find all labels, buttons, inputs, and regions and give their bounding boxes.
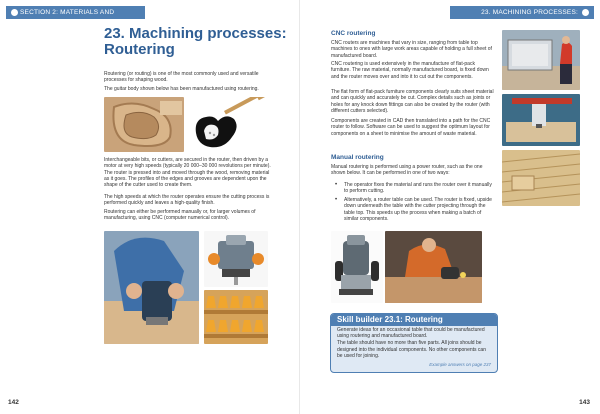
cnc-paragraph-1: CNC routers are machines that vary in size, ranging from table top machines to ones with large work areas capable of holding a full sheet of manufactured board. — [331, 40, 492, 59]
bullet-icon: • — [335, 182, 338, 188]
bullet-text-1: The operator fixes the material and runs the router over it manually to perform cutting. — [344, 182, 492, 195]
router-in-use-image — [104, 231, 199, 344]
cnc-machine-operator-image — [502, 30, 580, 90]
routered-wood-image — [104, 97, 184, 152]
router-machine-image — [204, 231, 268, 287]
bullet-dot-icon — [11, 9, 18, 16]
title-line-1: 23. Machining processes: — [104, 25, 287, 42]
cnc-cut-sheet-image — [502, 150, 580, 206]
speed-paragraph: The high speeds at which the router operates ensure the cutting process is performed quickly and leaves a high-quality finish. — [104, 194, 270, 207]
cnc-paragraph-4: Components are created in CAD then translated into a path for the CNC router to follow. Software can be used to suggest the optimum layout for components on a sheet to minimise the amount of waste material. — [331, 118, 491, 137]
example-answers-link[interactable]: Example answers on page 237 — [429, 362, 491, 368]
manual-paragraph: Manual routering is performed using a power router, such as the one shown below. It can be performed in one of two ways: — [331, 164, 483, 177]
skill-builder-title: Skill builder 23.1: Routering — [331, 314, 497, 326]
router-bits-image — [204, 290, 268, 344]
methods-paragraph: Routering can either be performed manually or, for larger volumes of manufacturing, using CNC (computer numerical control). — [104, 209, 256, 222]
page-number-right: 143 — [579, 399, 590, 406]
section-header: SECTION 2: MATERIALS AND MANUFACTURING — [20, 9, 115, 29]
cnc-router-bed-image — [502, 94, 580, 146]
cutter-paragraph: Interchangeable bits, or cutters, are secured in the router, then driven by a motor at very high speeds (typically 20 000–30 000 revolutions per minute). The router is pressed into and moved through the wood, removing material as it goes. The profiles of the edges and grooves are dependent upon the shape of the cutter used to create them. — [104, 157, 271, 189]
skill-builder-box — [330, 313, 498, 373]
intro-paragraph: Routering (or routing) is one of the most commonly used and versatile processes for shaping wood. — [104, 71, 259, 84]
bullet-icon: • — [335, 197, 338, 203]
bullet-item-1 — [335, 182, 494, 195]
skill-builder-paragraph-1: Generate ideas for an occasional table that could be manufactured using routering and manufactured board. — [337, 327, 485, 340]
cnc-paragraph-2: CNC routering is used extensively in the manufacture of flat-pack furniture. The raw material, normally manufactured board, is fixed down and the router moves over and into it to cut out the components. — [331, 61, 489, 80]
title-line-2: Routering — [104, 41, 175, 58]
cnc-heading: CNC routering — [331, 30, 376, 37]
chapter-header-bar — [450, 6, 594, 29]
section-header-bar — [6, 6, 145, 29]
guitar-caption: The guitar body shown below has been manufactured using routering. — [104, 86, 259, 92]
page-number-left: 142 — [8, 399, 19, 406]
power-router-image — [331, 231, 383, 303]
skill-builder-paragraph-2: The table should have no more than five parts. All joins should be designed into the individual components. No other components can be used for joining. — [337, 340, 486, 359]
guitar-image — [190, 97, 268, 152]
operator-routering-image — [385, 231, 482, 303]
bullet-text-2: Alternatively, a router table can be used. The router is fixed, upside down underneath the table with the cutter projecting through the table top. This speeds up the process when making a batch of similar components. — [344, 197, 492, 222]
bullet-dot-icon — [582, 9, 589, 16]
page-title — [104, 26, 294, 58]
chapter-header: 23. MACHINING PROCESSES: ROUTERING — [481, 9, 578, 29]
cnc-paragraph-3: The flat form of flat-pack furniture components clearly suits sheet material and can quickly and accurately be cut. Complex details such as joints or holes for any knock down fittings can also be created by the router (with different cutters selected). — [331, 89, 494, 114]
manual-heading: Manual routering — [331, 154, 384, 161]
bullet-item-2 — [335, 197, 494, 222]
